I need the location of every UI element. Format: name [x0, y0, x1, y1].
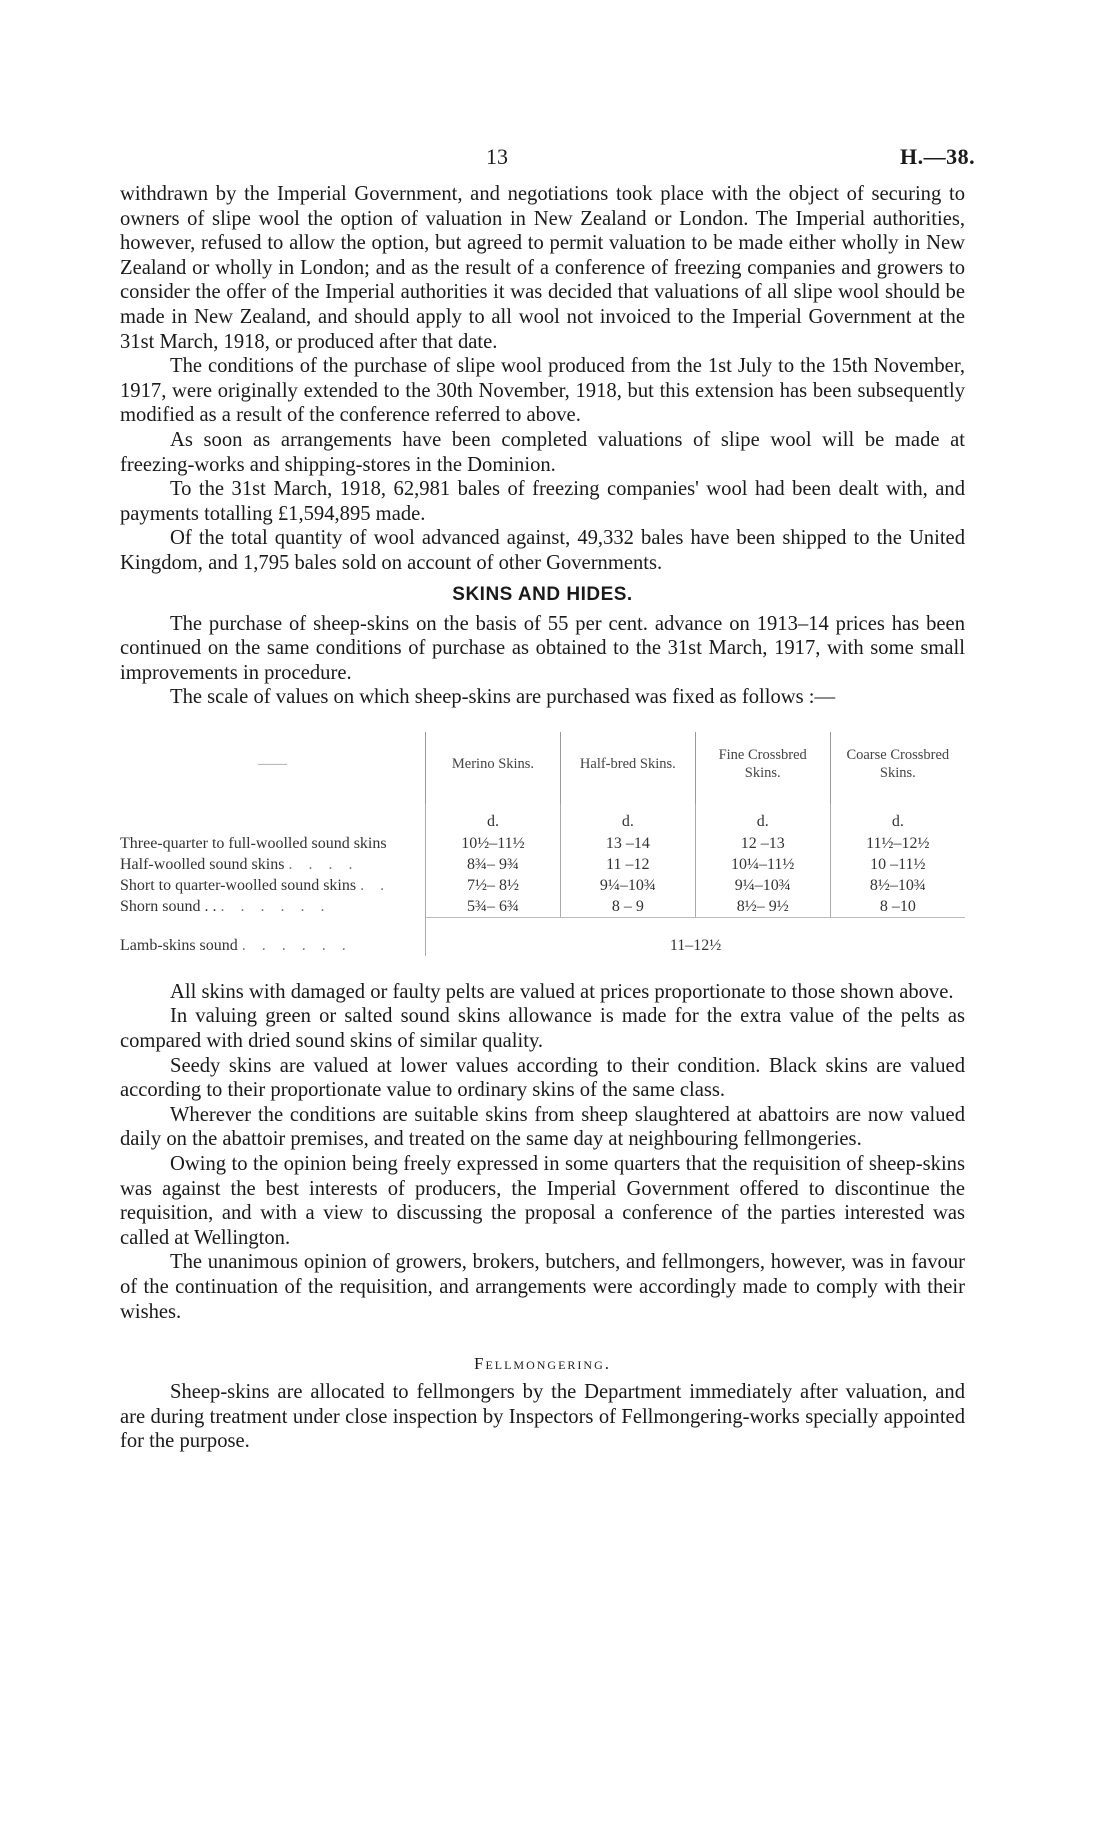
unit-cell: d.	[695, 804, 830, 833]
table-row	[120, 833, 965, 854]
table-row	[120, 854, 965, 875]
value-cell: 11 –12	[560, 854, 695, 875]
sheep-skin-values-table	[120, 732, 965, 956]
units-row	[120, 804, 965, 833]
paragraph: Seedy skins are valued at lower values according to their condition. Black skins are valued according to their proportionate value to ordinary skins of the same class.	[120, 1054, 965, 1102]
column-header-half-bred: Half-bred Skins.	[560, 732, 695, 804]
paragraph: All skins with damaged or faulty pelts are valued at prices proportionate to those shown above.	[170, 980, 954, 1003]
document-reference: H.—38.	[900, 144, 976, 169]
page-number: 13	[486, 144, 508, 169]
row-label: Three-quarter to full-woolled sound skins	[120, 834, 387, 852]
value-cell: 11½–12½	[830, 833, 965, 854]
paragraph: Of the total quantity of wool advanced against, 49,332 bales have been shipped to the United Kingdom, and 1,795 bales sold on account of other Governments.	[120, 527, 965, 574]
value-cell: 9¼–10¾	[695, 875, 830, 896]
column-header-fine-crossbred: Fine Crossbred Skins.	[695, 732, 830, 804]
page-body	[120, 182, 965, 1454]
lamb-skins-row	[120, 917, 965, 956]
value-cell: 8¾– 9¾	[426, 854, 561, 875]
unit-cell: d.	[560, 804, 695, 833]
paragraph: The purchase of sheep-skins on the basis of 55 per cent. advance on 1913–14 prices has been continued on the same conditions of purchase as obtained to the 31st March, 1917, with some small improvements in procedure.	[120, 612, 965, 684]
unit-cell: d.	[426, 804, 561, 833]
paragraph: As soon as arrangements have been completed valuations of slipe wool will be made at freezing-works and shipping-stores in the Dominion.	[120, 428, 965, 476]
paragraph: To the 31st March, 1918, 62,981 bales of freezing companies' wool had been dealt with, and payments totalling £1,594,895 made.	[120, 478, 965, 525]
row-label: Shorn sound . . . . . . . .	[120, 898, 331, 916]
paragraph: In valuing green or salted sound skins allowance is made for the extra value of the pelts as compared with dried sound skins of similar quality.	[120, 1005, 965, 1053]
paragraph: Wherever the conditions are suitable skins from sheep slaughtered at abattoirs are now valued daily on the abattoir premises, and treated on the same day at neighbouring fellmongeries.	[120, 1103, 965, 1151]
value-cell: 10¼–11½	[695, 854, 830, 875]
paragraph: Sheep-skins are allocated to fellmongers by the Department immediately after valuation, and are during treatment under close inspection by Inspectors of Fellmongering-works specially appointed for the purpose.	[120, 1381, 965, 1453]
value-cell: 8½–10¾	[830, 875, 965, 896]
unit-cell: d.	[830, 804, 965, 833]
value-cell: 8 –10	[830, 896, 965, 918]
row-label: Short to quarter-woolled sound skins . .	[120, 876, 391, 894]
lamb-skins-value: 11–12½	[426, 917, 965, 956]
row-label: Lamb-skins sound . . . . . .	[120, 936, 352, 954]
value-cell: 12 –13	[695, 833, 830, 854]
paragraph: Owing to the opinion being freely expressed in some quarters that the requisition of sheep-skins was against the best interests of producers, the Imperial Government offered to discontinue the requisition, and with a view to discussing the proposal a conference of the parties interested was called at Wellington.	[120, 1153, 965, 1249]
table-row	[120, 875, 965, 896]
column-header-coarse-crossbred: Coarse Crossbred Skins.	[830, 732, 965, 804]
row-label: Half-woolled sound skins . . . .	[120, 855, 359, 873]
value-cell: 5¾– 6¾	[426, 896, 561, 918]
value-cell: 9¼–10¾	[560, 875, 695, 896]
column-header-merino: Merino Skins.	[426, 732, 561, 804]
table-header-row	[120, 732, 965, 804]
stub-header: ——	[258, 755, 288, 772]
paragraph: withdrawn by the Imperial Government, and negotiations took place with the object of securing to owners of slipe wool the option of valuation in New Zealand or London. The Imperial authorities, however, refused to allow the option, but agreed to permit valuation to be made either wholly in New Zealand or wholly in London; and as the result of a conference of freezing companies and growers to consider the offer of the Imperial authorities it was decided that valuations of all slipe wool should be made in New Zealand, and should apply to all wool not invoiced to the Imperial Government at the 31st March, 1918, or produced after that date.	[120, 183, 965, 353]
value-cell: 7½– 8½	[426, 875, 561, 896]
value-cell: 8½– 9½	[695, 896, 830, 918]
page-header	[0, 140, 1114, 170]
paragraph: The scale of values on which sheep-skins are purchased was fixed as follows :—	[170, 686, 836, 709]
value-cell: 10 –11½	[830, 854, 965, 875]
value-cell: 8 – 9	[560, 896, 695, 918]
section-heading-skins-and-hides: SKINS AND HIDES.	[452, 583, 633, 605]
table-row	[120, 896, 965, 918]
section-heading-fellmongering: Fellmongering.	[473, 1354, 612, 1374]
value-cell: 10½–11½	[426, 833, 561, 854]
value-cell: 13 –14	[560, 833, 695, 854]
paragraph: The unanimous opinion of growers, brokers, butchers, and fellmongers, however, was in favour of the continuation of the requisition, and arrangements were accordingly made to comply with their wishes.	[120, 1251, 965, 1323]
paragraph: The conditions of the purchase of slipe wool produced from the 1st July to the 15th November, 1917, were originally extended to the 30th November, 1918, but this extension has been subsequently modified as a result of the conference referred to above.	[120, 355, 965, 427]
